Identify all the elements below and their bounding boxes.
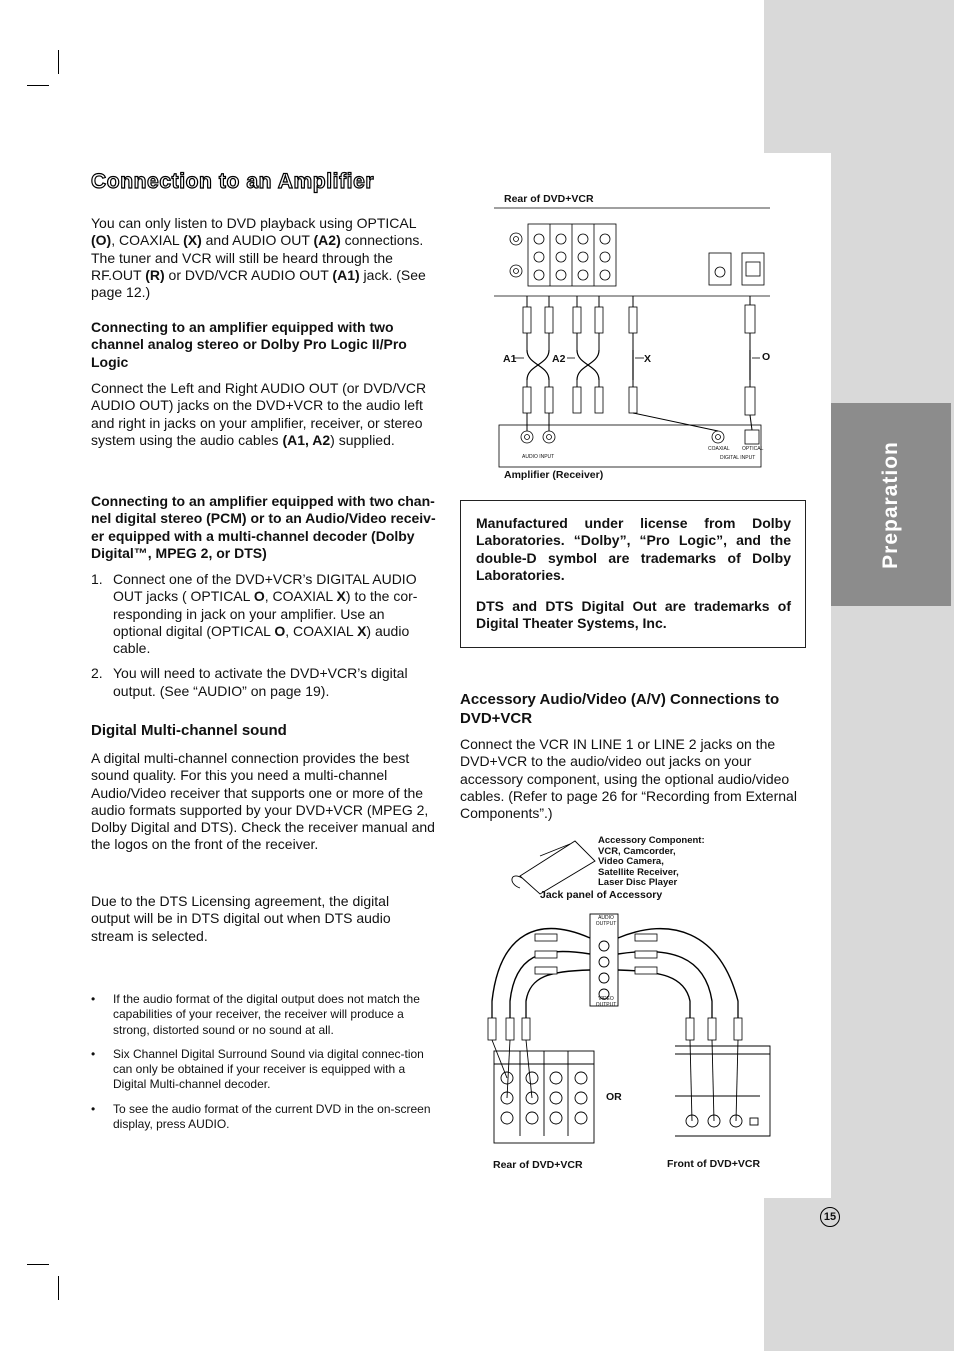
amplifier-connection-diagram (494, 205, 774, 480)
side-white-panel (764, 153, 831, 1198)
video-output-label: VIDEO OUTPUT (595, 996, 617, 1008)
cable-o-label: O (762, 351, 771, 363)
step-item: 1. Connect one of the DVD+VCR’s DIGITAL AUDIO OUT jacks ( OPTICAL O, COAXIAL X) to the cor-responding in jack on your amplifier. Use an optional digital (OPTICAL O, COAXIAL X) audio cable. (91, 571, 418, 657)
audio-input-label: AUDIO INPUT (522, 454, 555, 460)
accessory-body: Connect the VCR IN LINE 1 or LINE 2 jacks on the DVD+VCR to the audio/video out jacks on your accessory component, using the optional audio/video cables. (Refer to page 26 for “Recording from External Components”.) (460, 736, 797, 822)
page-number: 15 (820, 1207, 840, 1227)
multichannel-body: A digital multi-channel connection provides the best sound quality. For this you need a multi-channel Audio/Video receiver that supports one or more of the audio formats supported by your DVD+VCR (MPEG 2, Dolby Digital and DTS). Check the receiver manual and the logos on the front of the receiver. (91, 750, 435, 853)
cable-x-label: X (644, 353, 652, 365)
note-item: • To see the audio format of the current DVD in the on-screen display, press AUDIO. (91, 1101, 431, 1132)
note-item: • If the audio format of the digital output does not match the capabilities of your receiver, the receiver will produce a strong, distorted sound or no sound at all. (91, 992, 420, 1037)
notes-list (91, 992, 436, 1141)
section-tab-label: Preparation (879, 440, 903, 569)
trademark-notice: Manufactured under license from Dolby Laboratories. “Dolby”, “Pro Logic”, and the double-D symbol are trademarks of Dolby Laboratories. DTS and DTS Digital Out are trademarks of Digital Theater Systems, Inc. (460, 500, 806, 648)
note-item: • Six Channel Digital Surround Sound via digital connec-tion can only be obtained if your receiver is equipped with a Digital Multi-channel decoder. (91, 1046, 424, 1092)
rear-label-1: Rear of DVD+VCR (504, 193, 594, 205)
front-label: Front of DVD+VCR (667, 1158, 761, 1170)
crop-mark (27, 85, 49, 86)
or-label: OR (606, 1091, 622, 1103)
step-item: 2. You will need to activate the DVD+VCR’s digital output. (See “AUDIO” on page 19). (91, 665, 408, 699)
multichannel-heading: Digital Multi-channel sound (91, 722, 287, 739)
page-title: Connection to an Amplifier (91, 170, 375, 193)
amplifier-label: Amplifier (Receiver) (504, 469, 604, 481)
crop-mark (58, 1276, 59, 1300)
digital-heading: Connecting to an amplifier equipped with two chan-nel digital stereo (PCM) or to an Audio/Video receiv-er equipped with a multi-channel decoder (Dolby Digital™, MPEG 2, or DTS) (91, 493, 436, 561)
jack-panel-label: Jack panel of Accessory (540, 889, 663, 901)
dts-paragraph: Due to the DTS Licensing agreement, the digital output will be in DTS digital out when DTS audio stream is selected. (91, 893, 391, 944)
crop-mark (27, 1264, 49, 1265)
analog-heading: Connecting to an amplifier equipped with two channel analog stereo or Dolby Pro Logic II/Pro Logic (91, 319, 407, 370)
intro-paragraph: You can only listen to DVD playback using OPTICAL (O), COAXIAL (X) and AUDIO OUT (A2) connections. The tuner and VCR will still be heard through the RF.OUT (R) or DVD/VCR AUDIO OUT (A1) jack. (See page 12.) (91, 215, 426, 301)
accessory-heading: Accessory Audio/Video (A/V) Connections to DVD+VCR (460, 691, 780, 727)
crop-mark (58, 50, 59, 74)
digital-steps (91, 571, 436, 708)
analog-body: Connect the Left and Right AUDIO OUT (or DVD/VCR AUDIO OUT) jacks on the DVD+VCR to the audio left and right in jacks on your amplifier, receiver, or stereo system using the audio cables (A1, A2) supplied. (91, 380, 427, 448)
digital-input-label: DIGITAL INPUT (720, 455, 756, 461)
optical-label: OPTICAL (742, 446, 764, 452)
component-caption: Accessory Component: VCR, Camcorder, Video Camera, Satellite Receiver, Laser Disc Player (598, 835, 705, 889)
cable-a1-label: A1 (503, 353, 517, 365)
cable-a2-label: A2 (552, 353, 566, 365)
audio-output-label: AUDIO OUTPUT (595, 915, 617, 927)
coaxial-label: COAXIAL (708, 446, 730, 452)
rear-label-2: Rear of DVD+VCR (493, 1159, 583, 1171)
